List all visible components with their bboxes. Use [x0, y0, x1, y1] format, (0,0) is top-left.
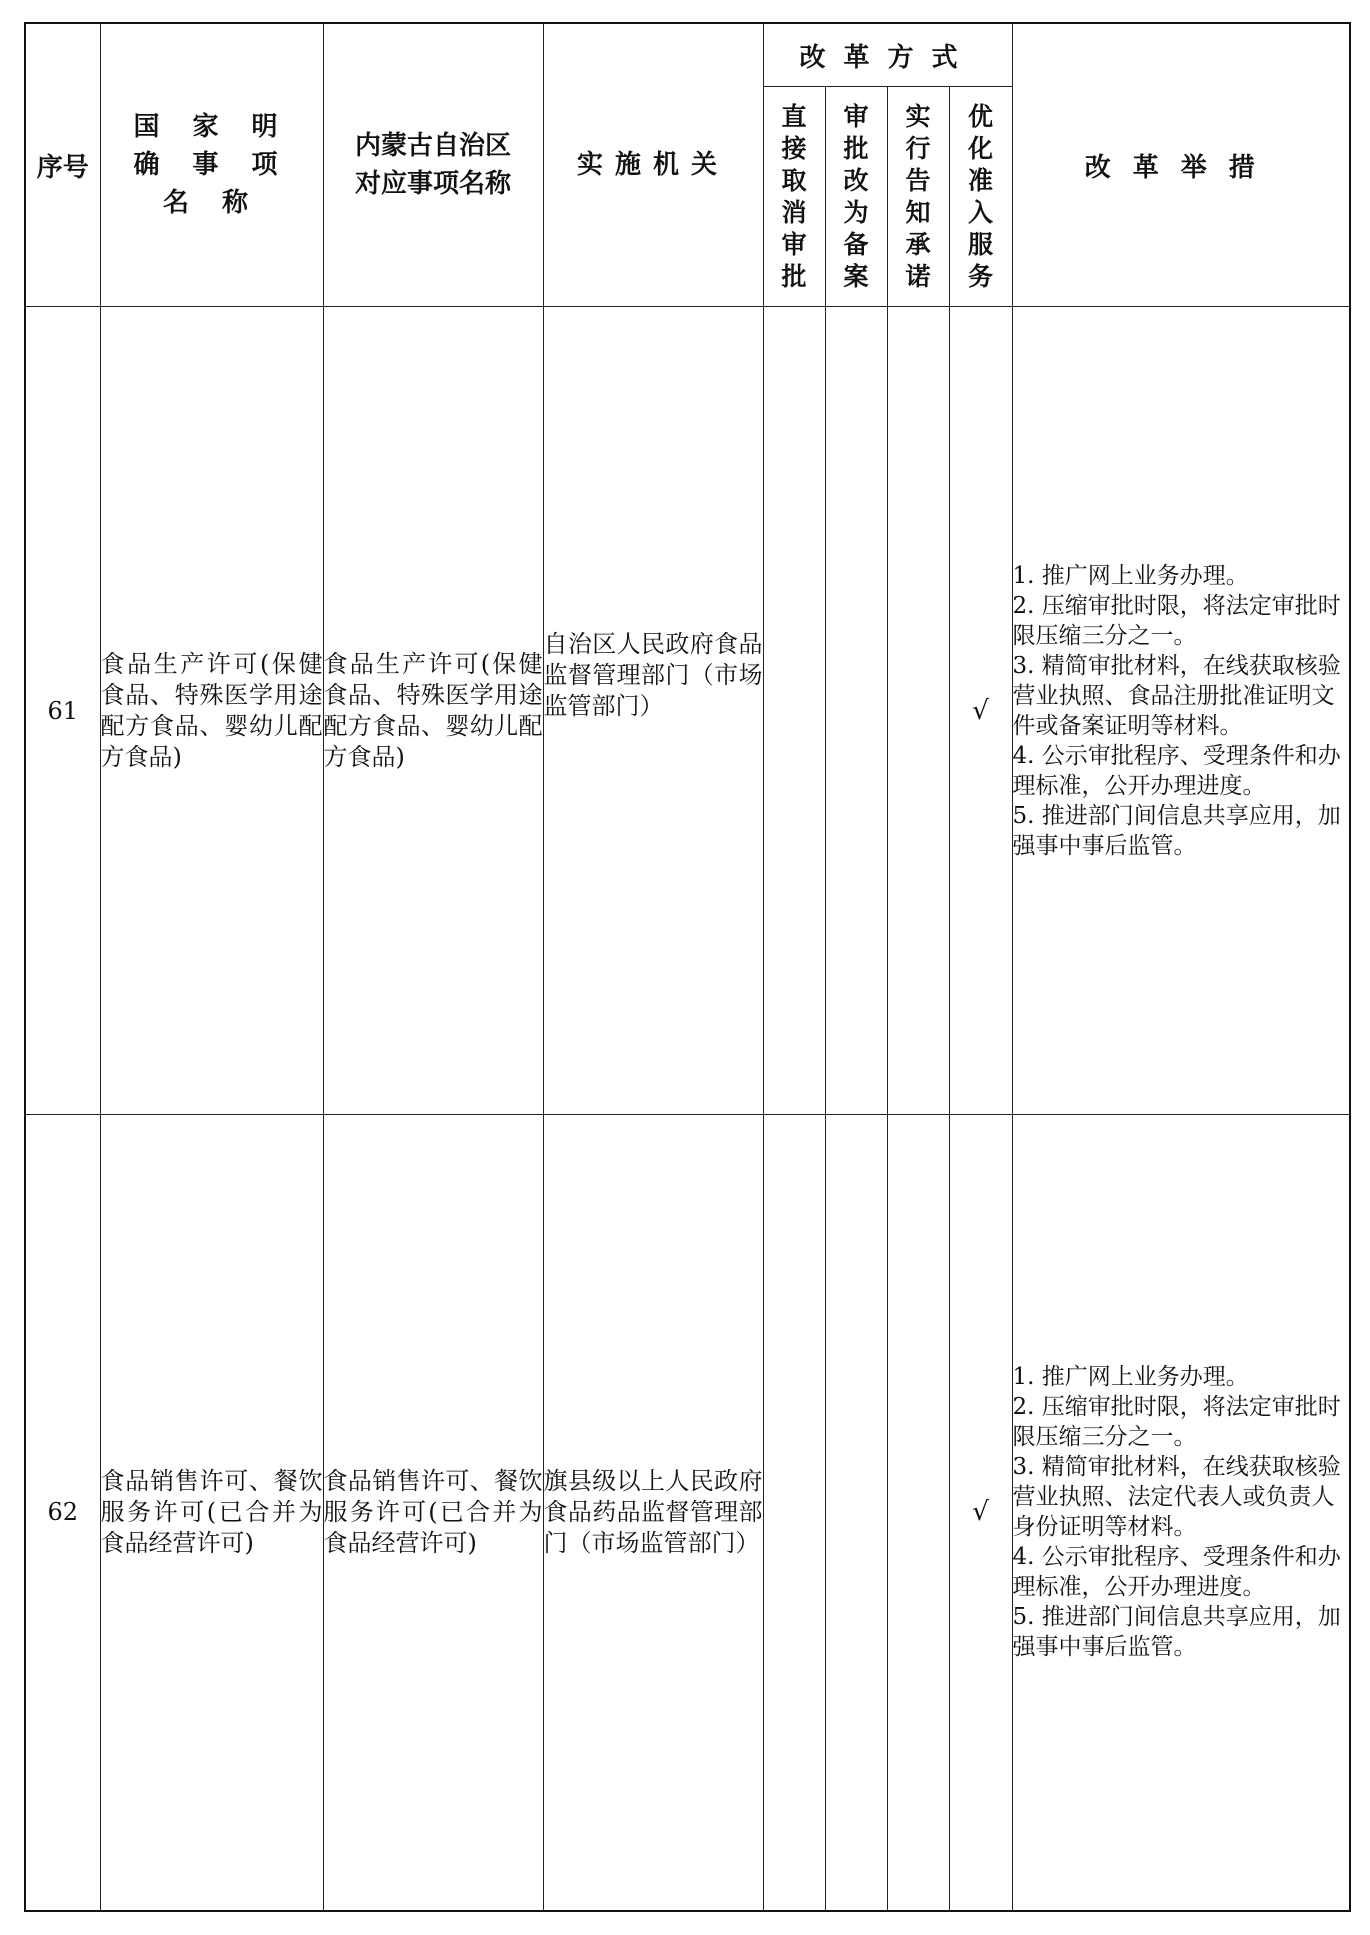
measure-item: 5. 推进部门间信息共享应用，加强事中事后监管。 — [1012, 1604, 1341, 1661]
header-agency: 实施机关 — [543, 23, 763, 307]
measure-item: 4. 公示审批程序、受理条件和办理标准，公开办理进度。 — [1012, 1544, 1341, 1601]
header-mode-notify — [887, 87, 949, 307]
measure-item: 2. 压缩审批时限，将法定审批时限压缩三分之一。 — [1012, 1394, 1341, 1451]
measure-item: 5. 推进部门间信息共享应用，加强事中事后监管。 — [1012, 802, 1341, 859]
seq-cell: 62 — [25, 1115, 100, 1911]
notify-cell — [887, 307, 949, 1115]
header-mode-optimize-text: 优化准入服务 — [968, 101, 994, 291]
header-mode-filing-text: 审批改为备案 — [843, 101, 869, 291]
regional-item-cell: 食品销售许可、餐饮服务许可(已合并为食品经营许可) — [323, 1115, 543, 1911]
header-mode-filing — [825, 87, 887, 307]
header-reform-mode: 改革方式 — [763, 23, 1012, 87]
optimize-check: √ — [949, 307, 1012, 1115]
filing-cell — [825, 307, 887, 1115]
table-row — [25, 1115, 1350, 1911]
measures-cell — [1012, 307, 1350, 1115]
header-measures: 改革举措 — [1012, 23, 1350, 307]
measure-item: 4. 公示审批程序、受理条件和办理标准，公开办理进度。 — [1012, 742, 1341, 799]
header-mode-cancel-text: 直接取消审批 — [781, 101, 807, 291]
reform-table — [24, 22, 1351, 1912]
measures-cell — [1012, 1115, 1350, 1911]
cancel-cell — [763, 1115, 825, 1911]
filing-cell — [825, 1115, 887, 1911]
measure-item: 3. 精简审批材料，在线获取核验营业执照、法定代表人或负责人身份证明等材料。 — [1012, 1454, 1341, 1541]
header-mode-notify-text: 实行告知承诺 — [905, 101, 931, 291]
header-row-top — [25, 23, 1350, 87]
header-national-item: 国 家 明 确 事 项 名 称 — [100, 23, 323, 307]
agency-cell: 自治区人民政府食品监督管理部门（市场监管部门） — [543, 307, 763, 1115]
measure-item: 2. 压缩审批时限，将法定审批时限压缩三分之一。 — [1012, 592, 1341, 649]
agency-cell: 旗县级以上人民政府食品药品监督管理部门（市场监管部门） — [543, 1115, 763, 1911]
table-row — [25, 307, 1350, 1115]
national-item-cell: 食品销售许可、餐饮服务许可(已合并为食品经营许可) — [100, 1115, 323, 1911]
header-regional-item: 内蒙古自治区 对应事项名称 — [323, 23, 543, 307]
optimize-check: √ — [949, 1115, 1012, 1911]
seq-cell: 61 — [25, 307, 100, 1115]
measure-item: 1. 推广网上业务办理。 — [1012, 562, 1249, 589]
national-item-cell: 食品生产许可(保健食品、特殊医学用途配方食品、婴幼儿配方食品) — [100, 307, 323, 1115]
measure-item: 1. 推广网上业务办理。 — [1012, 1364, 1249, 1391]
header-mode-optimize — [949, 87, 1012, 307]
cancel-cell — [763, 307, 825, 1115]
measure-item: 3. 精简审批材料，在线获取核验营业执照、食品注册批准证明文件或备案证明等材料。 — [1012, 652, 1341, 739]
notify-cell — [887, 1115, 949, 1911]
header-mode-cancel — [763, 87, 825, 307]
header-seq: 序号 — [25, 23, 100, 307]
regional-item-cell: 食品生产许可(保健食品、特殊医学用途配方食品、婴幼儿配方食品) — [323, 307, 543, 1115]
